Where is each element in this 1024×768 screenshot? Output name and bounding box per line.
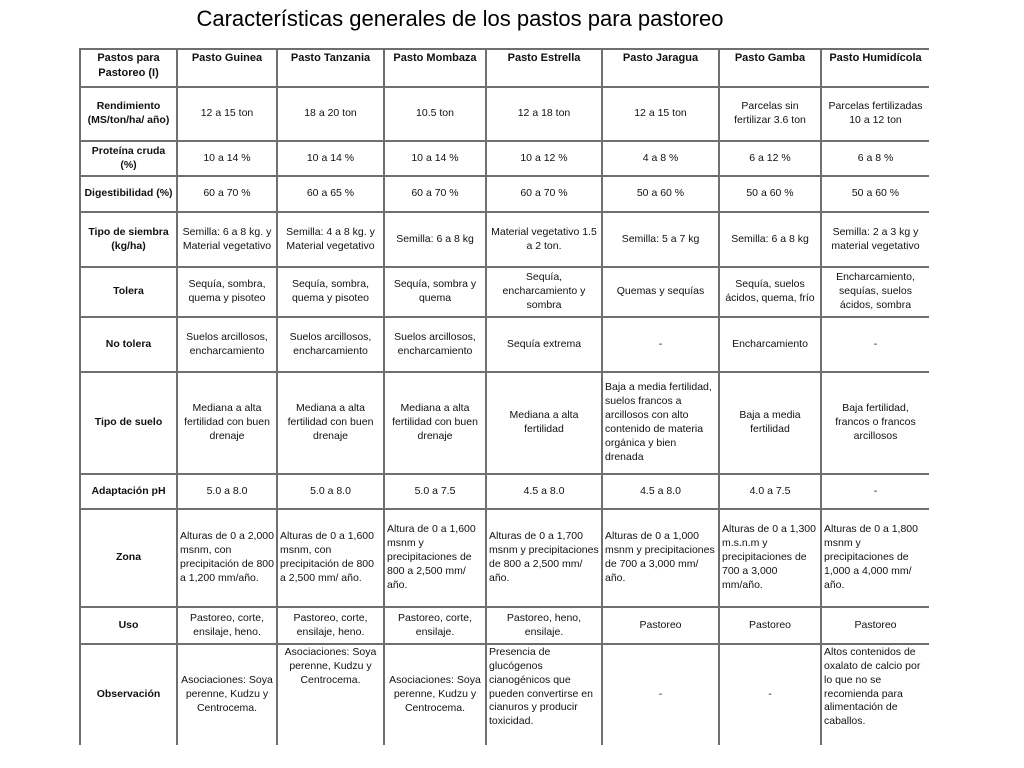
table-row <box>80 317 929 372</box>
table-row <box>80 267 929 317</box>
table-cell: Encharcamiento <box>719 317 821 372</box>
column-header: Pasto Humidícola <box>821 49 929 87</box>
row-header: Uso <box>80 607 177 644</box>
table-cell: 10 a 14 % <box>177 141 277 176</box>
table-cell: Mediana a alta fertilidad con buen drenaje <box>277 372 384 474</box>
column-header: Pasto Gamba <box>719 49 821 87</box>
table-cell: 4.0 a 7.5 <box>719 474 821 509</box>
row-header: Tipo de siembra (kg/ha) <box>80 212 177 267</box>
row-header: Digestibilidad (%) <box>80 176 177 212</box>
column-header: Pasto Mombaza <box>384 49 486 87</box>
table-cell: - <box>719 644 821 745</box>
table-row <box>80 474 929 509</box>
table-cell: Alturas de 0 a 2,000 msnm, con precipitación de 800 a 1,200 mm/año. <box>177 509 277 607</box>
table-cell: Suelos arcillosos, encharcamiento <box>177 317 277 372</box>
pastos-table <box>79 48 929 745</box>
column-header: Pasto Jaragua <box>602 49 719 87</box>
table-cell: Mediana a alta fertilidad <box>486 372 602 474</box>
table-cell: Alturas de 0 a 1,700 msnm y precipitaciones de 800 a 2,500 mm/ año. <box>486 509 602 607</box>
table-cell: 50 a 60 % <box>821 176 929 212</box>
table-row <box>80 212 929 267</box>
page-title: Características generales de los pastos para pastoreo <box>196 6 724 31</box>
row-header: Observación <box>80 644 177 745</box>
table-cell: Parcelas sin fertilizar 3.6 ton <box>719 87 821 141</box>
pastos-table-container <box>79 48 929 745</box>
table-cell: Presencia de glucógenos cianogénicos que pueden convertirse en cianuros y producir toxicidad. <box>486 644 602 745</box>
table-cell: 60 a 65 % <box>277 176 384 212</box>
table-cell: 4.5 a 8.0 <box>602 474 719 509</box>
row-header: Zona <box>80 509 177 607</box>
table-cell: 12 a 15 ton <box>602 87 719 141</box>
table-cell: Pastoreo, corte, ensilaje, heno. <box>277 607 384 644</box>
table-cell: Pastoreo, corte, ensilaje. <box>384 607 486 644</box>
column-header: Pasto Estrella <box>486 49 602 87</box>
table-cell: Altos contenidos de oxalato de calcio por lo que no se recomienda para alimentación de caballos. <box>821 644 929 745</box>
table-cell: Alturas de 0 a 1,600 msnm, con precipitación de 800 a 2,500 mm/ año. <box>277 509 384 607</box>
table-cell: Mediana a alta fertilidad con buen drenaje <box>384 372 486 474</box>
table-cell: Sequía, sombra y quema <box>384 267 486 317</box>
table-cell: Semilla: 6 a 8 kg <box>384 212 486 267</box>
table-cell: Mediana a alta fertilidad con buen drenaje <box>177 372 277 474</box>
table-cell: Baja fertilidad, francos o francos arcillosos <box>821 372 929 474</box>
table-cell: Sequía, suelos ácidos, quema, frío <box>719 267 821 317</box>
table-cell: 10.5 ton <box>384 87 486 141</box>
table-cell: Suelos arcillosos, encharcamiento <box>384 317 486 372</box>
table-cell: 50 a 60 % <box>719 176 821 212</box>
table-cell: Pastoreo <box>821 607 929 644</box>
table-cell: 6 a 8 % <box>821 141 929 176</box>
table-cell: Pastoreo <box>602 607 719 644</box>
row-header: Tipo de suelo <box>80 372 177 474</box>
table-cell: 10 a 12 % <box>486 141 602 176</box>
table-cell: Semilla: 5 a 7 kg <box>602 212 719 267</box>
table-cell: 5.0 a 8.0 <box>177 474 277 509</box>
table-cell: - <box>602 317 719 372</box>
table-cell: - <box>602 644 719 745</box>
table-cell: Semilla: 6 a 8 kg <box>719 212 821 267</box>
table-cell: 60 a 70 % <box>384 176 486 212</box>
table-cell: 5.0 a 7.5 <box>384 474 486 509</box>
row-header: Rendimiento (MS/ton/ha/ año) <box>80 87 177 141</box>
table-row <box>80 372 929 474</box>
table-cell: Baja a media fertilidad, suelos francos a arcillosos con alto contenido de materia orgánica y bien drenada <box>602 372 719 474</box>
table-cell: Asociaciones: Soya perenne, Kudzu y Centrocema. <box>384 644 486 745</box>
table-cell: Pastoreo <box>719 607 821 644</box>
table-cell: Semilla: 4 a 8 kg. y Material vegetativo <box>277 212 384 267</box>
table-cell: Baja a media fertilidad <box>719 372 821 474</box>
table-cell: 60 a 70 % <box>486 176 602 212</box>
table-cell: 4.5 a 8.0 <box>486 474 602 509</box>
table-row <box>80 644 929 745</box>
column-header: Pasto Guinea <box>177 49 277 87</box>
table-cell: 10 a 14 % <box>277 141 384 176</box>
table-cell: Semilla: 6 a 8 kg. y Material vegetativo <box>177 212 277 267</box>
table-cell: Quemas y sequías <box>602 267 719 317</box>
table-row <box>80 607 929 644</box>
table-cell: Semilla: 2 a 3 kg y material vegetativo <box>821 212 929 267</box>
table-row <box>80 509 929 607</box>
table-cell: 4 a 8 % <box>602 141 719 176</box>
table-cell: Altura de 0 a 1,600 msnm y precipitaciones de 800 a 2,500 mm/ año. <box>384 509 486 607</box>
table-cell: 12 a 18 ton <box>486 87 602 141</box>
table-header-row <box>80 49 929 87</box>
table-cell: Encharcamiento, sequías, suelos ácidos, sombra <box>821 267 929 317</box>
column-header: Pasto Tanzania <box>277 49 384 87</box>
column-header: Pastos para Pastoreo (I) <box>80 49 177 87</box>
table-cell: Asociaciones: Soya perenne, Kudzu y Centrocema. <box>177 644 277 745</box>
table-cell: 10 a 14 % <box>384 141 486 176</box>
table-cell: Alturas de 0 a 1,800 msnm y precipitaciones de 1,000 a 4,000 mm/ año. <box>821 509 929 607</box>
table-cell: Pastoreo, corte, ensilaje, heno. <box>177 607 277 644</box>
table-cell: Sequía extrema <box>486 317 602 372</box>
table-cell: 6 a 12 % <box>719 141 821 176</box>
table-cell: Sequía, sombra, quema y pisoteo <box>277 267 384 317</box>
table-row <box>80 176 929 212</box>
row-header: Proteína cruda (%) <box>80 141 177 176</box>
table-cell: 18 a 20 ton <box>277 87 384 141</box>
table-cell: Alturas de 0 a 1,300 m.s.n.m y precipitaciones de 700 a 3,000 mm/año. <box>719 509 821 607</box>
table-cell: Sequía, sombra, quema y pisoteo <box>177 267 277 317</box>
table-row <box>80 87 929 141</box>
table-cell: 5.0 a 8.0 <box>277 474 384 509</box>
table-cell: Sequía, encharcamiento y sombra <box>486 267 602 317</box>
table-cell: 12 a 15 ton <box>177 87 277 141</box>
table-cell: - <box>821 474 929 509</box>
table-cell: 60 a 70 % <box>177 176 277 212</box>
table-cell: Asociaciones: Soya perenne, Kudzu y Centrocema. <box>277 644 384 745</box>
row-header: Tolera <box>80 267 177 317</box>
table-cell: Pastoreo, heno, ensilaje. <box>486 607 602 644</box>
table-cell: Parcelas fertilizadas 10 a 12 ton <box>821 87 929 141</box>
table-cell: Material vegetativo 1.5 a 2 ton. <box>486 212 602 267</box>
table-cell: Alturas de 0 a 1,000 msnm y precipitaciones de 700 a 3,000 mm/ año. <box>602 509 719 607</box>
table-cell: - <box>821 317 929 372</box>
table-row <box>80 141 929 176</box>
table-cell: 50 a 60 % <box>602 176 719 212</box>
table-cell: Suelos arcillosos, encharcamiento <box>277 317 384 372</box>
row-header: No tolera <box>80 317 177 372</box>
row-header: Adaptación pH <box>80 474 177 509</box>
